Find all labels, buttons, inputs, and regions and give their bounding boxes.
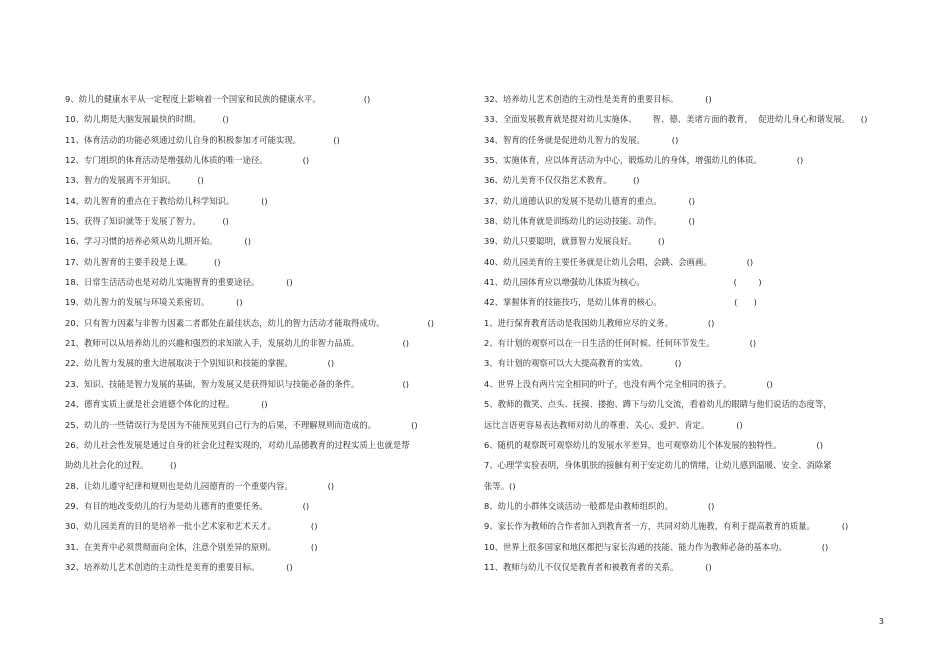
question-line: 14、幼儿智育的重点在于教给幼儿科学知识。 () [65, 195, 268, 206]
page-number: 3 [878, 617, 884, 626]
question-line: 41、幼儿园体育应以增强幼儿体质为核心。 ( ) [484, 277, 762, 288]
question-line: 37、幼儿道德认识的发展不是幼儿德育的重点。 () [484, 195, 696, 206]
question-line: 9、家长作为教师的合作者加入到教育者一方，共同对幼儿施教，有利于提高教育的质量。 () [484, 521, 849, 532]
question-line: 15、获得了知识就等于发展了智力。 () [65, 216, 229, 227]
question-line: 39、幼儿只要聪明，就算智力发展良好。 () [484, 236, 665, 247]
question-line: 16、学习习惯的培养必须从幼儿期开始。 () [65, 236, 252, 247]
question-line: 助幼儿社会化的过程。 () [65, 460, 177, 471]
question-line: 13、智力的发展离不开知识。 () [65, 175, 204, 186]
question-line: 12、专门组织的体育活动是增强幼儿体质的唯一途径。 () [65, 155, 310, 166]
question-line: 36、幼儿美育不仅仅指艺术教育。 () [484, 175, 640, 186]
question-line: 29、有目的地改变幼儿的行为是幼儿德育的重要任务。 () [65, 500, 310, 511]
question-line: 32、培养幼儿艺术创造的主动性是美育的重要目标。 () [484, 94, 712, 104]
right-column [484, 89, 904, 577]
question-line: 17、幼儿智育的主要手段是上课。 () [65, 256, 221, 267]
question-line: 32、培养幼儿艺术创造的主动性是美育的重要目标。 () [65, 561, 293, 572]
question-line: 42、掌握体育的技能技巧，是幼儿体育的核心。 ( ) [484, 297, 757, 308]
question-line: 10、幼儿期是大脑发展最快的时期。 () [65, 114, 229, 125]
question-line: 38、幼儿体育就是训练幼儿的运动技能、动作。 () [484, 216, 696, 227]
question-line: 21、教师可以从培养幼儿的兴趣和强烈的求知欲入手，发展幼儿的非智力品质。 () [65, 338, 410, 349]
question-line: 23、知识、技能是智力发展的基础，智力发展又是获得知识与技能必备的条件。 () [65, 378, 410, 389]
question-line: 18、日常生活活动也是对幼儿实施智育的重要途径。 () [65, 277, 293, 288]
question-line: 11、教师与幼儿不仅仅是教育者和被教育者的关系。 () [484, 561, 712, 572]
question-line: 33、全面发展教育就是提对幼儿实施体、 智、德、美诸方面的教育， 促进幼儿身心和谐发展。 () [484, 114, 868, 125]
question-line: 5、教师的微笑、点头、抚摸、搂抱、蹲下与幼儿交流，看着幼儿的眼睛与他们说话的态度等， [484, 399, 832, 410]
question-line: 24、德育实质上就是社会道德个体化的过程。 () [65, 399, 268, 410]
question-line: 19、幼儿智力的发展与环境关系密切。 () [65, 297, 243, 308]
question-line: 9、幼儿的健康水平从一定程度上影响着一个国家和民族的健康水平。 () [65, 94, 371, 104]
question-line: 3、有计划的观察可以大大提高教育的实效。 () [484, 358, 682, 369]
question-line: 26、幼儿社会性发展是通过自身的社会化过程实现的，对幼儿品德教育的过程实质上也就是帮 [65, 439, 410, 450]
question-line: 28、让幼儿遵守纪律和规则也是幼儿园德育的一个重要内容。 () [65, 480, 335, 491]
left-column [65, 89, 465, 577]
question-line: 25、幼儿的一些错误行为是因为不能预见到自己行为的后果，不理解规则而造成的。 () [65, 419, 418, 430]
question-line: 10、世界上很多国家和地区都把与家长沟通的技能、能力作为教师必备的基本功。 () [484, 541, 829, 552]
question-line: 40、幼儿园美育的主要任务就是让幼儿会唱，会跳、会画画。 () [484, 256, 754, 267]
question-line: 7、心理学实验表明，身体肌肤的接触有利于安定幼儿的情绪，让幼儿感到温暖、安全、消除紧 [484, 460, 832, 471]
question-line: 远比言语更容易表达教师对幼儿的尊重、关心、爱护、肯定。 () [484, 419, 743, 430]
question-line: 20、只有智力因素与非智力因素二者都处在最佳状态，幼儿的智力活动才能取得成功。 () [65, 317, 435, 328]
question-line: 35、实施体育，应以体育活动为中心，锻炼幼儿的身体，增强幼儿的体质。 () [484, 155, 804, 166]
question-line: 34、智育的任务就是促进幼儿智力的发展。 () [484, 134, 679, 145]
question-line: 8、幼儿的小群体交谈活动一般都是由教师组织的。 () [484, 500, 715, 511]
question-line: 31、在美育中必须贯彻面向全体，注意个别差异的原则。 () [65, 541, 318, 552]
question-line: 30、幼儿园美育的目的是培养一批小艺术家和艺术天才。 () [65, 521, 318, 532]
question-line: 4、世界上没有两片完全相同的叶子，也没有两个完全相同的孩子。 () [484, 378, 773, 389]
question-line: 22、幼儿智力发展的重大进展取决于个别知识和技能的掌握。 () [65, 358, 335, 369]
question-line: 6、随机的观察既可观察幼儿的发展水平差异，也可观察幼儿个体发展的独特性。 () [484, 439, 823, 450]
question-line: 张等。() [484, 480, 516, 491]
question-line: 2、有计划的观察可以在一日生活的任何时候、任何环节发生。 () [484, 338, 757, 349]
question-line: 1、进行保育教育活动是我国幼儿教师应尽的义务。 () [484, 317, 715, 328]
question-line: 11、体育活动的功能必须通过幼儿自身的积极参加才可能实现。 () [65, 134, 340, 145]
